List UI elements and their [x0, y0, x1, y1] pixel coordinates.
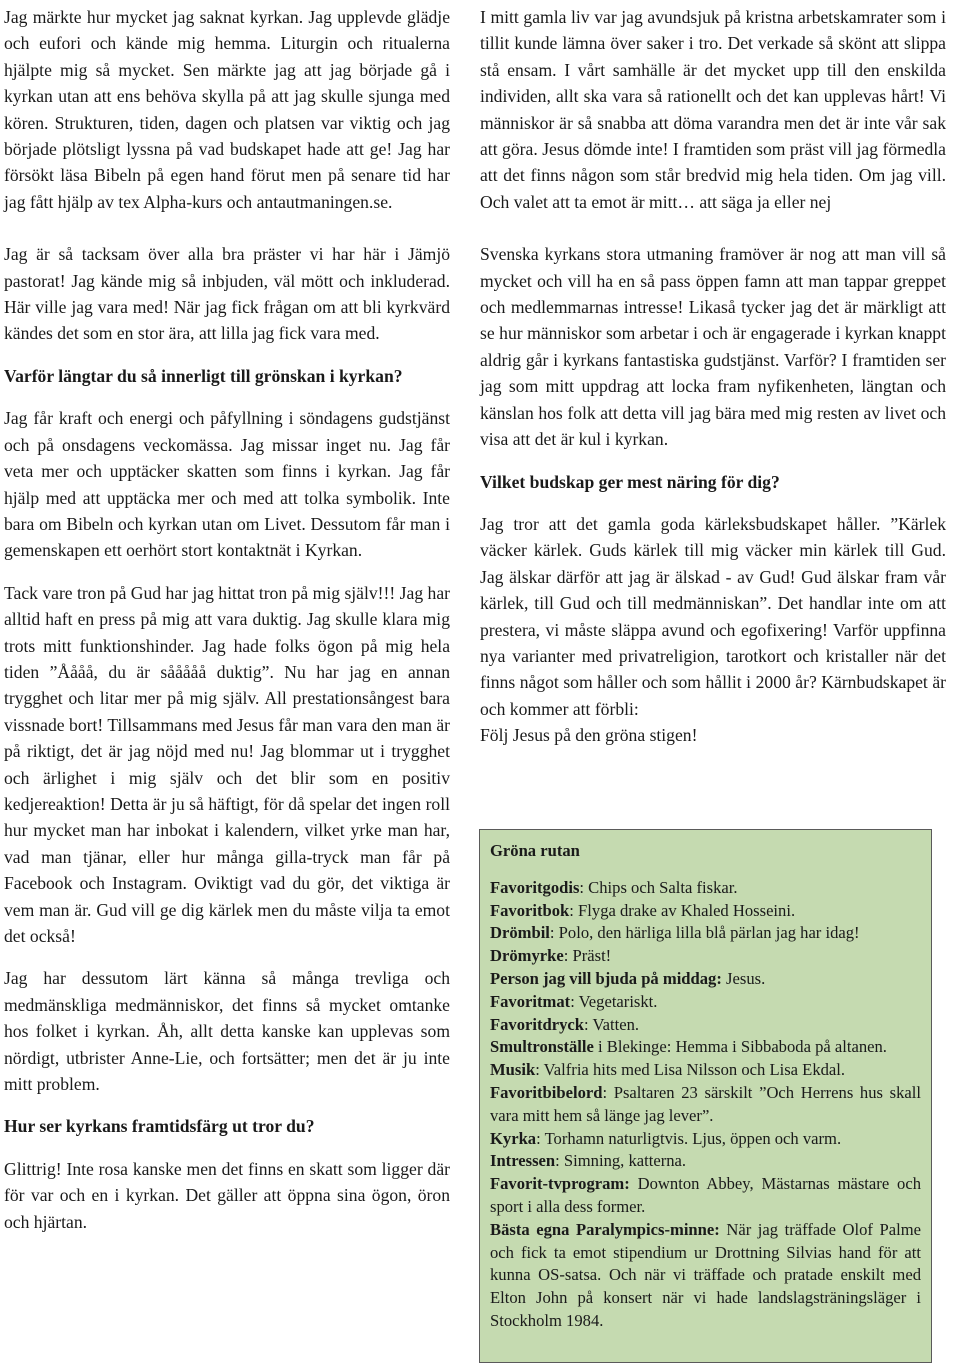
question-heading-3: Vilket budskap ger mest näring för dig? [480, 471, 780, 492]
left-column [4, 4, 450, 1235]
green-box-item-key: Drömbil [490, 923, 550, 943]
green-box-item-key: Bästa egna Paralympics-minne: [490, 1219, 720, 1239]
green-box-item [490, 945, 921, 968]
green-box-item-key: Favoritmat [490, 991, 571, 1011]
question-heading-1: Varför längtar du så innerligt till grönskan i kyrkan? [4, 365, 403, 386]
green-box-item-value: : Vegetariskt. [570, 991, 658, 1011]
left-paragraph-6: Glittrig! Inte rosa kanske men det finns en skatt som ligger där för var och en i kyrkan. Det gäller att öppna sina ögon, öron och hjärtan. [4, 1158, 450, 1232]
green-box-list [490, 877, 921, 1333]
green-box-item-value: : Valfria hits med Lisa Nilsson och Lisa Ekdal. [535, 1060, 846, 1080]
green-box-item [490, 1150, 921, 1173]
green-box-item-value: : Vatten. [584, 1014, 640, 1034]
green-box-item [490, 1059, 921, 1082]
green-box-item [490, 1036, 921, 1059]
green-box-item-value: : Polo, den härliga lilla blå pärlan jag har idag! [549, 923, 860, 943]
green-box-item [490, 1173, 921, 1219]
green-box-item [490, 922, 921, 945]
green-box-item-key: Favoritbok [490, 900, 570, 920]
green-box-item-value: När jag träffade Olof Palme och fick ta emot stipendium ur Drottning Silvias hand för att kunna OS-satsa. Och när vi träffade och pratade enskilt med Elton John på konsert när vi hade landslagsträningsläger i Stockholm 1984. [490, 1219, 921, 1330]
green-box-item-key: Intressen [490, 1151, 556, 1171]
left-paragraph-4: Tack vare tron på Gud har jag hittat tron på mig själv!!! Jag har alltid haft en press på mig att vara duktig. Jag skulle klara mig trots mitt funktionshinder. Jag hade folks ögon på mig hela tiden ”Åååå, du är sååååå duktig”. Nu har jag en annan trygghet och litar mer på mig själv. All prestationsångest bara vissnade bort! Tillsammans med Jesus får man vara den man är på riktigt, det är jag nöjd med nu! Jag blommar ut i trygghet och ärlighet i mig själv och det blir som en positiv kedjereaktion! Detta är ju så häftigt, för då spelar det ingen roll hur mycket man har inbokat i kalendern, vilket yrke man har, vad man tjänar, eller hur många gilla-tryck man får på Facebook och Instagram. Oviktigt vad du gör, det viktiga är vem man är. Gud vill ge dig kärlek men du måste vilja ta emot det också! [4, 582, 450, 946]
green-box-item-key: Drömyrke [490, 946, 564, 966]
green-box-item-key: Person jag vill bjuda på middag: [490, 968, 722, 988]
green-box-item-key: Favorit-tvprogram: [490, 1174, 630, 1194]
green-box-item-value: : Psaltaren 23 särskilt ”Och Herrens hus skall vara mitt hem så länge jag lever”. [490, 1082, 921, 1125]
right-paragraph-1: I mitt gamla liv var jag avundsjuk på kristna arbetskamrater som i tillit kunde lämna över saker i tro. Det verkade så skönt att slippa stå ensam. I vårt samhälle är det mycket upp till den enskilda individen, allt ska vara så rationellt och det kan upplevas hårt! Vi människor är så snabba att döma varandra men det är inte vår sak att göra. Jesus dömde inte! I framtiden som präst vill jag förmedla att det finns någon som står bredvid mig hela tiden. Om jag vill. Och valet att ta emot är mitt… att säga ja eller nej [480, 7, 946, 212]
green-box-item-key: Favoritgodis [490, 877, 580, 897]
green-box [479, 829, 932, 1363]
green-box-item [490, 900, 921, 923]
green-box-item-value: : Chips och Salta fiskar. [579, 877, 738, 897]
right-column [480, 4, 946, 749]
green-box-item-value: i Blekinge: Hemma i Sibbaboda på altanen. [593, 1037, 887, 1057]
question-heading-2: Hur ser kyrkans framtidsfärg ut tror du? [4, 1116, 315, 1137]
green-box-item-value: : Flyga drake av Khaled Hosseini. [569, 900, 796, 920]
green-box-item-key: Favoritbibelord [490, 1082, 603, 1102]
green-box-item-value: : Präst! [563, 946, 612, 966]
green-box-item-value: : Simning, katterna. [555, 1151, 687, 1171]
green-box-item-value: Downton Abbey, Mästarnas mästare och sport i alla dess former. [490, 1174, 921, 1216]
green-box-item-value: Jesus. [721, 968, 766, 988]
green-box-item [490, 1219, 921, 1333]
left-paragraph-2: Jag är så tacksam över alla bra präster vi har här i Jämjö pastorat! Jag kände mig så inbjuden, väl mött och inkluderad. Här ville jag vara med! När jag fick frågan om att bli kyrkvärd kändes det som en stor ära, att lilla jag fick vara med. [4, 244, 450, 344]
green-box-item-key: Kyrka [490, 1128, 537, 1148]
left-paragraph-1: Jag märkte hur mycket jag saknat kyrkan. Jag upplevde glädje och eufori och kände mig hemma. Liturgin och ritualerna hjälpte mig så mycket. Sen märkte jag att jag började gå i kyrkan utan att ens behöva skylla på att jag skulle sjunga med kören. Strukturen, tiden, dagen och platsen var viktig och jag började plötsligt lyssna på vad budskapet hade att ge! Jag har försökt läsa Bibeln på egen hand förut men på senare tid har jag fått hjälp av tex Alpha-kurs och antautmaningen.se. [4, 7, 450, 212]
green-box-item [490, 991, 921, 1014]
left-paragraph-3: Jag får kraft och energi och påfyllning i söndagens gudstjänst och på onsdagens veckomässa. Jag missar inget nu. Jag får veta mer och upptäcker skatten som finns i kyrkan. Jag får hjälp med att upptäcka mer och med att tolka symbolik. Inte bara om Bibeln och kyrkan utan om Livet. Dessutom får man i gemenskapen ett oerhört stort kontaktnät i Kyrkan. [4, 408, 450, 561]
green-box-title: Gröna rutan [490, 841, 580, 860]
left-paragraph-5: Jag har dessutom lärt känna så många trevliga och medmänskliga medmänniskor, det finns så mycket omtanke hos folket i kyrkan. Åh, allt detta kanske kan upplevas som nördigt, utbrister Anne-Lie, och fortsätter; men det är ju inte mitt problem. [4, 968, 450, 1095]
green-box-item-key: Favoritdryck [490, 1014, 585, 1034]
green-box-item-key: Musik [490, 1060, 536, 1080]
right-paragraph-3: Jag tror att det gamla goda kärleksbudskapet håller. ”Kärlek väcker kärlek. Guds kärlek till mig väcker min kärlek till Gud. Jag älskar därför att jag är älskad - av Gud! Gud älskar fram vår kärlek, till Gud och till medmänniskan”. Det handlar inte om att prestera, vi måste släppa avund och egofixering! Varför uppfinna nya varianter med privatreligion, tarotkort och kristaller när det finns något som håller och som hållit i 2000 år? Kärnbudskapet är och kommer att förbli: [480, 513, 946, 719]
green-box-item [490, 1128, 921, 1151]
green-box-item [490, 877, 921, 900]
green-box-item [490, 968, 921, 991]
right-paragraph-2: Svenska kyrkans stora utmaning framöver är nog att man vill så mycket och vill ha en så pass öppen famn att man tappar greppet och medlemmarnas intresse! Likaså tycker jag det är märkligt att se hur människor som arbetar i och är engagerade i kyrkan knappt aldrig går i kyrkans fantastiska gudstjänst. Varför? I framtiden ser jag som mitt uppdrag att locka fram nyfikenheten, längtan och känslan hos folk att detta vill jag bära med mig resten av livet och visa att det är kul i kyrkan. [480, 244, 946, 450]
green-box-item [490, 1082, 921, 1128]
right-paragraph-4: Följ Jesus på den gröna stigen! [480, 725, 698, 746]
green-box-item [490, 1014, 921, 1037]
green-box-item-value: : Torhamn naturligtvis. Ljus, öppen och varm. [536, 1128, 842, 1148]
green-box-item-key: Smultronställe [490, 1037, 594, 1057]
